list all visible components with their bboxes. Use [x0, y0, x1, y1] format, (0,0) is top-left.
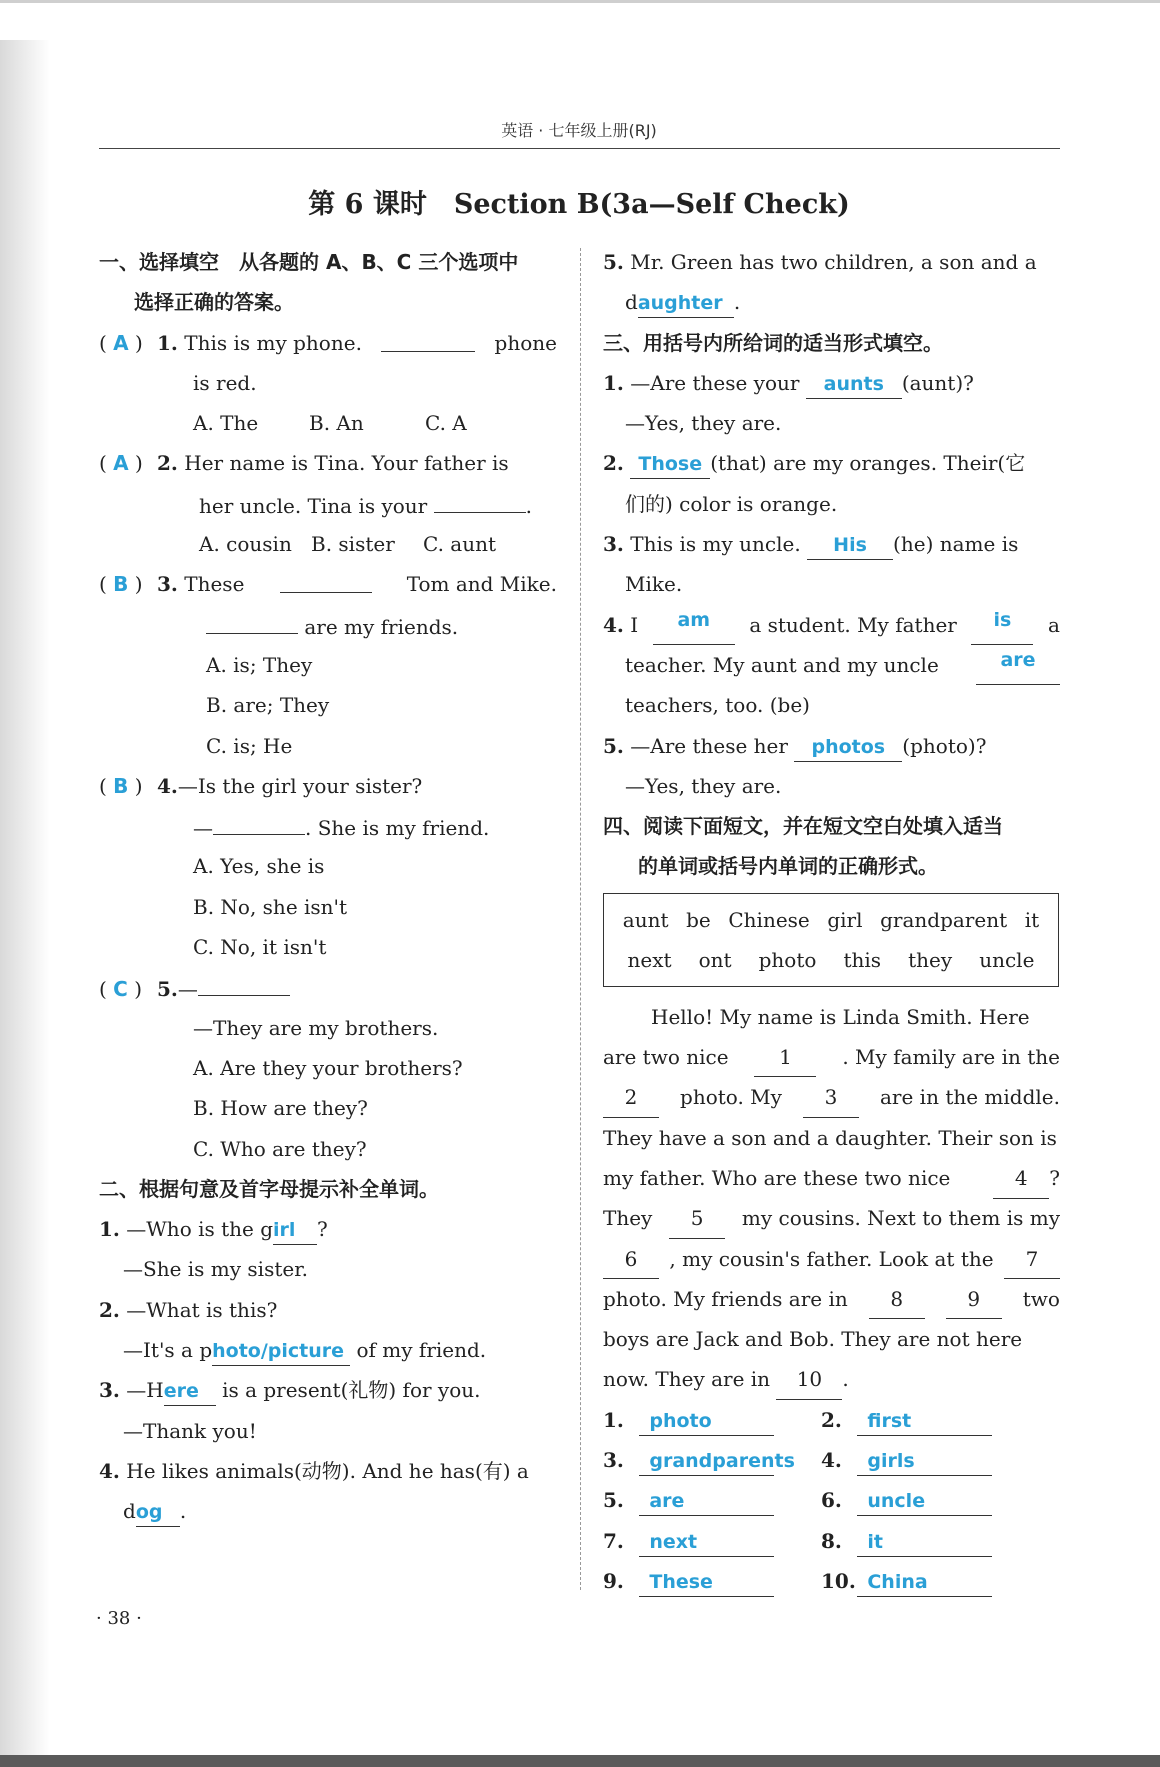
form-q4-cont2: teachers, too. (be): [625, 693, 810, 718]
form-q5-cont: —Yes, they are.: [625, 773, 782, 798]
word-answer-5: aughter: [637, 292, 723, 315]
top-border: [0, 0, 1160, 3]
mc-question-3-cont: are my friends.: [99, 605, 557, 645]
mc-option-4c: C. No, it isn't: [193, 935, 327, 960]
mc-option-5b: B. How are they?: [193, 1096, 368, 1121]
word-q4-cont: dog .: [99, 1491, 557, 1531]
word-q1: 1. —Who is the girl ?: [99, 1209, 557, 1249]
word-answer-1: irl: [273, 1219, 296, 1242]
answer-10: 10. China: [821, 1561, 1041, 1601]
mc-options-1: A. The B. An C. A: [193, 411, 467, 436]
mc-answer-5: C: [113, 977, 128, 1002]
mc-option-4b: B. No, she isn't: [193, 894, 348, 919]
passage-line-8: photo. My friends are in 8 9 two: [603, 1279, 1060, 1319]
word-q5-cont: daughter .: [603, 282, 1060, 322]
running-header: 英语 · 七年级上册(RJ): [501, 121, 657, 140]
form-q4: 4. I am a student. My father is a: [603, 605, 1060, 645]
word-q5: 5. Mr. Green has two children, a son and a: [603, 250, 1037, 274]
answer-4: 4. girls: [821, 1440, 1041, 1480]
word-q2: 2. —What is this?: [99, 1297, 278, 1322]
mc-option-5c: C. Who are they?: [193, 1136, 367, 1161]
passage-line-5: my father. Who are these two nice 4 ?: [603, 1158, 1060, 1198]
word-bank-row-1: aunt be Chinese girl grandparent it: [622, 907, 1040, 932]
left-column: [99, 242, 557, 1532]
word-q3-cont: —Thank you!: [123, 1418, 257, 1443]
mc-answer-4: B: [113, 773, 129, 798]
part1-heading: 一、选择填空 从各题的 A、B、C 三个选项中: [99, 250, 519, 274]
mc-question-5: ( C ) 5.—: [99, 967, 557, 1007]
page-title: 第 6 课时 Section B(3a—Self Check): [308, 189, 850, 220]
column-divider: [580, 248, 581, 1590]
form-q4-cont: teacher. My aunt and my uncle are: [603, 645, 1060, 685]
part2-heading: 二、根据句意及首字母提示补全单词。: [99, 1176, 439, 1201]
part1-heading-cont: 选择正确的答案。: [134, 290, 294, 315]
answer-5: 5. are: [603, 1480, 821, 1520]
mc-question-5-cont: —They are my brothers.: [193, 1015, 439, 1040]
word-answer-4: og: [135, 1501, 163, 1524]
mc-answer-1: A: [113, 330, 129, 355]
word-answer-3: ere: [163, 1380, 199, 1403]
form-answer-5: photos: [811, 735, 886, 758]
mc-answer-3: B: [113, 572, 129, 597]
answer-grid: [603, 1400, 1060, 1601]
word-q1-cont: —She is my sister.: [123, 1257, 308, 1282]
answer-6: 6. uncle: [821, 1480, 1041, 1520]
mc-question-1-cont: is red.: [193, 370, 257, 395]
passage-line-1: Hello! My name is Linda Smith. Here: [651, 1004, 1030, 1029]
part3-heading: 三、用括号内所给词的适当形式填空。: [603, 330, 943, 355]
mc-option-5a: A. Are they your brothers?: [193, 1055, 463, 1080]
part4-heading-cont: 的单词或括号内单词的正确形式。: [638, 854, 938, 879]
passage-line-4: They have a son and a daughter. Their son is: [603, 1125, 1057, 1150]
mc-answer-2: A: [113, 451, 129, 476]
word-bank-row-2: next ont photo this they uncle: [627, 947, 1035, 972]
passage-line-6: They 5 my cousins. Next to them is my: [603, 1198, 1060, 1238]
mc-question-2: ( A ) 2. Her name is Tina. Your father is: [99, 451, 509, 476]
right-column: [603, 242, 1060, 1601]
page-shadow: [0, 40, 50, 1755]
bottom-bar: [0, 1755, 1160, 1767]
mc-question-4-cont: — . She is my friend.: [99, 806, 557, 846]
form-answer-4b: is: [993, 608, 1012, 631]
answer-9: 9. These: [603, 1561, 821, 1601]
form-q2-cont: 们的) color is orange.: [625, 491, 838, 516]
mc-question-2-cont: her uncle. Tina is your .: [99, 484, 557, 524]
mc-option-3c: C. is; He: [206, 733, 293, 758]
passage-line-2: are two nice 1 . My family are in the: [603, 1037, 1060, 1077]
form-q3: 3. This is my uncle. His (he) name is: [603, 524, 1060, 564]
form-q5: 5. —Are these her photos (photo)?: [603, 726, 1060, 766]
word-q2-cont: —It's a photo/picture of my friend.: [99, 1330, 557, 1370]
mc-question-1: ( A ) 1. This is my phone. phone: [99, 323, 557, 363]
passage-line-7: 6 , my cousin's father. Look at the 7: [603, 1239, 1060, 1279]
mc-options-2: A. cousin B. sister C. aunt: [199, 532, 497, 557]
passage-line-10: now. They are in 10 .: [603, 1359, 1060, 1399]
word-answer-2: hoto/picture: [212, 1340, 345, 1363]
answer-1: 1. photo: [603, 1400, 821, 1440]
mc-option-3a: A. is; They: [206, 652, 313, 677]
mc-question-4: ( B ) 4.—Is the girl your sister?: [99, 773, 423, 798]
mc-question-3: ( B ) 3. These Tom and Mike.: [99, 564, 557, 604]
mc-option-3b: B. are; They: [206, 693, 330, 718]
form-q1: 1. —Are these your aunts (aunt)?: [603, 363, 1060, 403]
word-q3: 3. —Here is a present(礼物) for you.: [99, 1370, 557, 1410]
passage-line-9: boys are Jack and Bob. They are not here: [603, 1327, 1023, 1352]
form-answer-3: His: [833, 534, 867, 557]
answer-7: 7. next: [603, 1521, 821, 1561]
form-answer-1: aunts: [823, 372, 884, 395]
part4-heading: 四、阅读下面短文，并在短文空白处填入适当: [603, 814, 1003, 839]
form-q2: 2. Those (that) are my oranges. Their(它: [603, 443, 1060, 483]
answer-8: 8. it: [821, 1521, 1041, 1561]
answer-3: 3. grandparents: [603, 1440, 821, 1480]
form-answer-2: Those: [638, 453, 703, 476]
form-q3-cont: Mike.: [625, 572, 683, 597]
form-q1-cont: —Yes, they are.: [625, 411, 782, 436]
header-rule: [99, 148, 1060, 149]
word-q4: 4. He likes animals(动物). And he has(有) a: [99, 1458, 529, 1483]
word-bank: [603, 893, 1059, 987]
answer-blank: [381, 323, 475, 352]
answer-2: 2. first: [821, 1400, 1041, 1440]
passage-line-3: 2 photo. My 3 are in the middle.: [603, 1077, 1060, 1117]
mc-option-4a: A. Yes, she is: [193, 854, 325, 879]
form-answer-4a: am: [677, 608, 711, 631]
form-answer-4c: are: [1000, 648, 1036, 671]
page-number: · 38 ·: [96, 1608, 142, 1629]
